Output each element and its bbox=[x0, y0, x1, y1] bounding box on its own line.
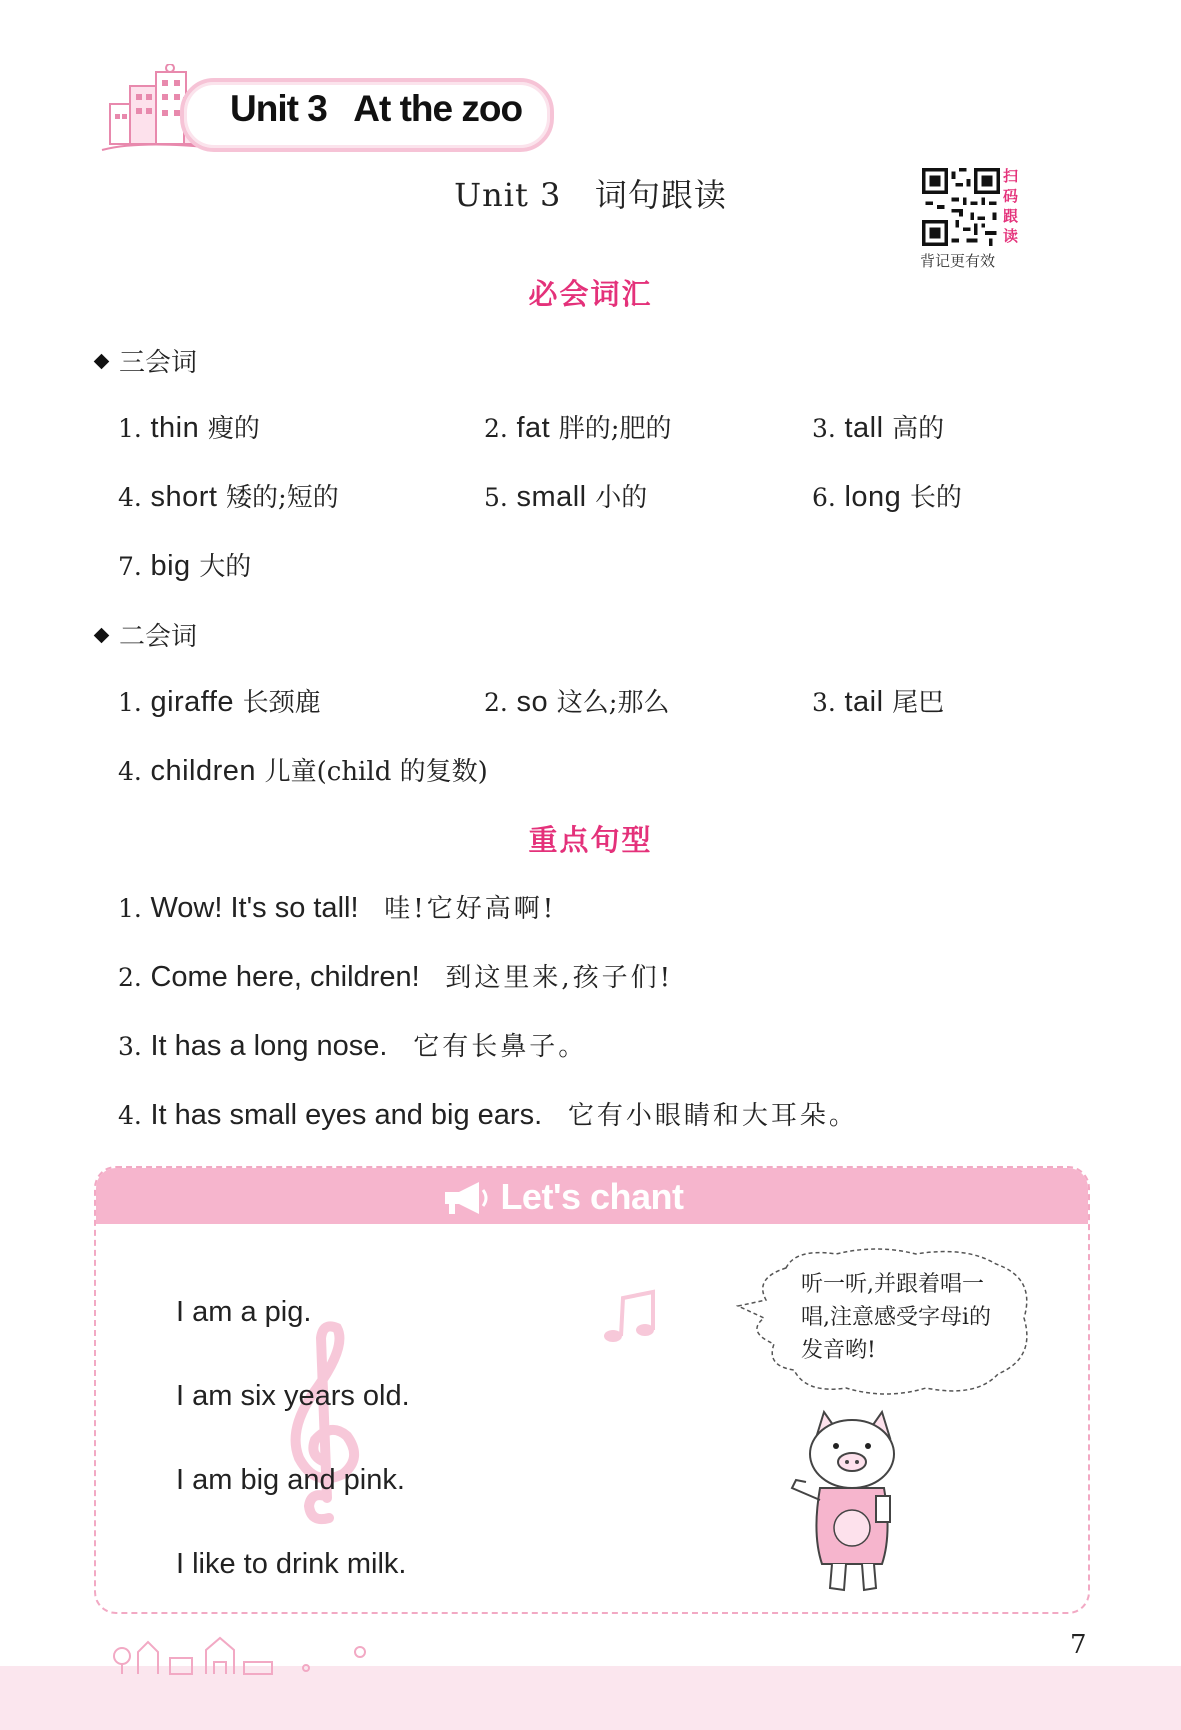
vocab-heading: 必会词汇 bbox=[528, 277, 653, 311]
chant-box bbox=[94, 1166, 1090, 1614]
group-heading-three: 三会词 bbox=[96, 342, 197, 379]
chant-line: I am six years old. bbox=[176, 1380, 410, 1412]
vocab-item: 5. small 小的 bbox=[484, 481, 648, 513]
vocab-item: 2. fat 胖的;肥的 bbox=[484, 412, 672, 444]
sentences-heading: 重点句型 bbox=[528, 823, 653, 857]
sentence-item: 3. It has a long nose. 它有长鼻子。 bbox=[118, 1030, 588, 1062]
vocab-item: 2. so 这么;那么 bbox=[484, 686, 670, 718]
chant-line: I like to drink milk. bbox=[176, 1548, 407, 1580]
qr-label: 扫 码 跟 读 bbox=[1003, 167, 1019, 245]
diamond-bullet-icon bbox=[94, 354, 110, 370]
unit-banner bbox=[100, 78, 550, 150]
sentence-item: 2. Come here, children! 到这里来,孩子们! bbox=[118, 961, 674, 993]
qr-code-icon[interactable] bbox=[922, 168, 1000, 246]
chant-title: Let's chant bbox=[500, 1176, 684, 1217]
vocab-item: 3. tall 高的 bbox=[812, 412, 945, 444]
music-note-icon bbox=[601, 1288, 661, 1348]
footer-town-icon bbox=[110, 1628, 370, 1676]
page-number: 7 bbox=[1070, 1630, 1087, 1660]
vocab-item: 4. short 矮的;短的 bbox=[118, 481, 339, 513]
vocab-item: 1. thin 瘦的 bbox=[118, 412, 260, 444]
diamond-bullet-icon bbox=[94, 628, 110, 644]
vocab-item: 7. big 大的 bbox=[118, 550, 252, 582]
pig-mascot-icon bbox=[772, 1404, 922, 1604]
chant-header bbox=[96, 1168, 1088, 1224]
vocab-item: 6. long 长的 bbox=[812, 481, 962, 513]
sentence-item: 4. It has small eyes and big ears. 它有小眼睛和大耳朵。 bbox=[118, 1099, 858, 1131]
qr-caption: 背记更有效 bbox=[920, 252, 996, 270]
unit-title: Unit 3 At the zoo bbox=[230, 88, 523, 129]
chant-line: I am big and pink. bbox=[176, 1464, 405, 1496]
group-heading-two: 二会词 bbox=[96, 616, 197, 653]
chant-line: I am a pig. bbox=[176, 1296, 312, 1328]
sentence-item: 1. Wow! It's so tall! 哇!它好高啊! bbox=[118, 892, 557, 924]
speech-bubble-text: 听一听,并跟着唱一唱,注意感受字母i的发音哟! bbox=[801, 1272, 992, 1363]
vocab-item: 3. tail 尾巴 bbox=[812, 686, 945, 718]
vocab-item: 1. giraffe 长颈鹿 bbox=[118, 686, 321, 718]
page-subtitle: Unit 3 词句跟读 bbox=[454, 176, 727, 214]
vocab-item: 4. children 儿童(child 的复数) bbox=[118, 755, 488, 787]
